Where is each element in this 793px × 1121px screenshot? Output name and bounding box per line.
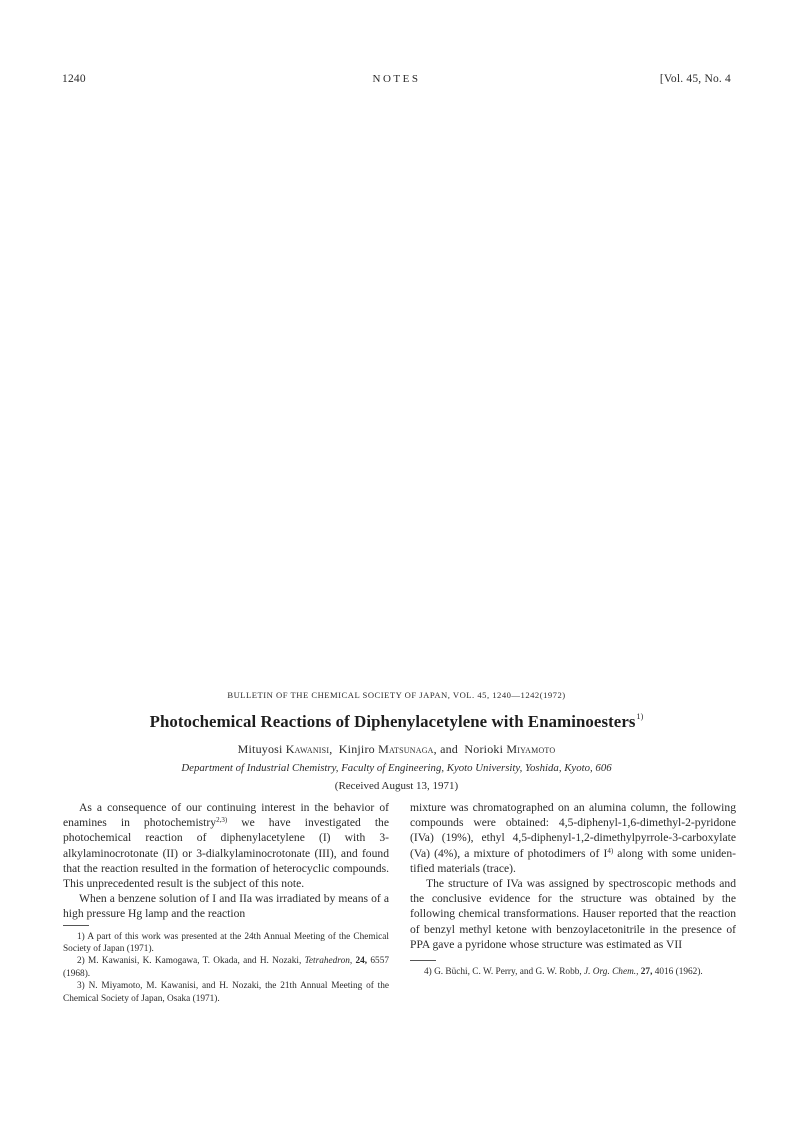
left-paragraph-2: When a benzene solution of I and IIa was irradiated by means of a high pressure Hg lamp and the reaction [63, 892, 389, 921]
left-column [63, 800, 389, 1005]
footnote-divider-right [410, 960, 436, 961]
author-2-family: Matsunaga [378, 742, 434, 756]
left-paragraph-1 [63, 800, 389, 891]
received-date: (Received August 13, 1971) [334, 780, 459, 792]
right-p1-text-a: mixture was chromatographed on an alumina column, the following compounds were obtained: 4,5-diphenyl-1,6-dimethyl-2-pyridone (IVa) (19%), ethyl 4,5-diphenyl-1,2-dimethylpyrrole-3-carboxylate (Va) (4%), a mixture of photodimers of I [410, 801, 736, 860]
right-column [410, 800, 736, 978]
footnote-3: 3) N. Miyamoto, M. Kawanisi, and H. Nozaki, the 21th Annual Meeting of the Chemical Society of Japan, Osaka (1971). [63, 981, 389, 1004]
volume-label: [Vol. 45, No. 4 [659, 73, 731, 85]
author-3-given: Norioki [464, 742, 504, 756]
right-p1-text-b: along with some unidentified materials (trace). [410, 846, 736, 875]
footnote-divider [63, 925, 89, 926]
footnote-4-pages: 4016 (1962). [654, 967, 703, 978]
footnote-4-authors: 4) G. Büchi, C. W. Perry, and G. W. Robb, [424, 967, 582, 978]
right-p1-ref: 4) [607, 846, 614, 855]
left-p1-text-a: As a consequence of our continuing interest in the behavior of enamines in photochemistry [63, 801, 389, 830]
affiliation: Department of Industrial Chemistry, Faculty of Engineering, Kyoto University, Yoshida, Kyoto, 606 [181, 762, 612, 774]
title-footnote-mark: 1) [636, 712, 644, 721]
author-sep-1: , [329, 742, 333, 756]
author-3-family: Miyamoto [506, 742, 556, 756]
author-sep-2: , and [433, 742, 458, 756]
page-number: 1240 [62, 73, 86, 85]
left-footnotes [63, 931, 389, 1005]
right-footnotes [410, 966, 736, 978]
right-paragraph-1 [410, 800, 736, 876]
footnote-4 [410, 966, 736, 978]
journal-citation: BULLETIN OF THE CHEMICAL SOCIETY OF JAPAN, VOL. 45, 1240—1242(1972) [227, 690, 566, 700]
footnote-2-pages: 6557 (1968). [63, 956, 389, 979]
left-p1-text-b: we have investigated the photochemical reaction of diphenylacetylene (I) with 3-alkylaminocrotonate (II) or 3-dialkylaminocrotonate (III), and found that the reaction resulted in the formation of heterocyclic compounds. This unprecedented result is the subject of this note. [63, 816, 389, 891]
author-1-family: Kawanisi [285, 742, 330, 756]
right-paragraph-2: The structure of IVa was assigned by spectroscopic methods and the conclusive evidence for the structure was obtained by the following chemical transformations. Hauser reported that the reaction of benzyl methyl ketone with benzoylacetonitrile in the presence of PPA gave a pyridone whose structure was estimated as VII [410, 877, 736, 951]
author-2-given: Kinjiro [338, 742, 375, 756]
left-p1-ref: 2,3) [216, 816, 228, 825]
section-heading: NOTES [372, 73, 421, 85]
author-1-given: Mituyosi [237, 742, 283, 756]
footnote-2-volume: 24, [355, 956, 368, 967]
footnote-2-journal: Tetrahedron, [304, 956, 353, 967]
author-list [0, 742, 793, 757]
footnote-4-volume: 27, [640, 967, 653, 978]
article-title [0, 712, 793, 732]
footnote-2 [63, 955, 389, 980]
footnote-4-journal: J. Org. Chem., [584, 967, 639, 978]
article-title-text: Photochemical Reactions of Diphenylacetylene with Enaminoesters [149, 712, 636, 731]
footnote-2-authors: 2) M. Kawanisi, K. Kamogawa, T. Okada, and H. Nozaki, [77, 956, 302, 967]
footnote-1: 1) A part of this work was presented at the 24th Annual Meeting of the Chemical Society of Japan (1971). [63, 931, 389, 955]
